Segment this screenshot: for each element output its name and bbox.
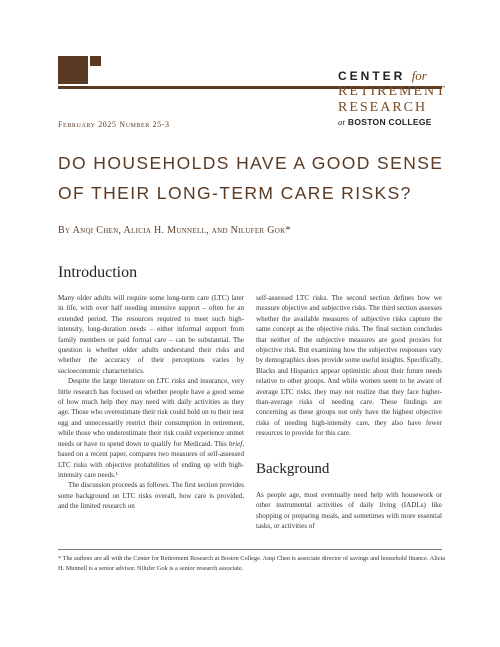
brief-italic: brief bbox=[228, 439, 243, 448]
left-column bbox=[58, 293, 244, 512]
logo-square-large bbox=[58, 56, 88, 84]
intro-paragraph-3: The discussion proceeds as follows. The first section provides some background on LTC risks overall, how care is provided, and the limited research on bbox=[58, 481, 244, 511]
issue-line: February 2025 Number 25-3 bbox=[58, 120, 170, 129]
logo-center: CENTER bbox=[338, 69, 406, 83]
right-column bbox=[256, 293, 442, 439]
logo-boston-college: BOSTON COLLEGE bbox=[347, 117, 432, 127]
title-line-1: DO HOUSEHOLDS HAVE A GOOD SENSE bbox=[58, 153, 444, 173]
intro-paragraph-1: Many older adults will require some long-term care (LTC) later in life, with over half needing intensive support – often for an extended period. The resources required to meet such high-intensity, long-duration needs – either informal support from family members or paid formal care – can be substantial. The question is whether older adults understand their risks and whether the accuracy of their perceptions varies by socioeconomic characteristics. bbox=[58, 294, 244, 375]
logo-square-small bbox=[90, 56, 101, 66]
logo-retirement: RETIREMENT bbox=[338, 84, 447, 99]
logo-mark bbox=[58, 56, 102, 88]
logo-at: at bbox=[338, 117, 346, 127]
logo-for: for bbox=[411, 68, 427, 83]
brief-title bbox=[58, 148, 448, 208]
crr-logo bbox=[338, 68, 448, 127]
background-column bbox=[256, 490, 442, 532]
title-line-2: OF THEIR LONG-TERM CARE RISKS? bbox=[58, 183, 412, 203]
intro-paragraph-2: Despite the large literature on LTC risks and insurance, very little research has focused on whether people have a good sense of how much help they may need with daily activities as they age. Those who overestimate their risk could hold on to their nest egg and unnecessarily restrict their consumption in retirement, while those who underestimate their risk could experience unmet needs or have to spend down to qualify for Medicaid. This brief, based on a recent paper, compares two measures of self-assessed LTC risks with objective probabilities of ending up with high-intensity care needs.¹ bbox=[58, 377, 244, 479]
background-heading: Background bbox=[256, 461, 330, 477]
background-paragraph-1: As people age, most eventually need help with housework or other instrumental activities of daily living (IADLs) like shopping or preparing meals, and sometimes with more essential tasks, or activities of bbox=[256, 491, 442, 531]
author-footnote: * The authors are all with the Center for Retirement Research at Boston College. Anqi Chen is associate director of savings and household finance. Alicia H. Munnell is a senior advisor. Nilufer Gok is a senior research associate. bbox=[58, 555, 446, 572]
right-paragraph-1: self-assessed LTC risks. The second section defines how we measure objective and subjective risks. The third section assesses whether the available measures of subjective risks capture the same concept as the objective risks. The final section concludes that neither of the subjective measures are good proxies for objective risk. But examining how the subjective responses vary by demographics does provide some useful insights. Specifically, Blacks and Hispanics appear optimistic about their future needs relative to other groups. And while women seem to be aware of average LTC risks, they may not realize that they face higher-than-average risks of needing care. These findings are concerning as these groups not only have the highest objective risks of needing high-intensity care, they also have fewer resources to provide for this care. bbox=[256, 294, 442, 438]
footnote-rule bbox=[58, 549, 442, 550]
logo-research: RESEARCH bbox=[338, 100, 428, 115]
authors-line: By Anqi Chen, Alicia H. Munnell, and Nilufer Gok* bbox=[58, 225, 291, 236]
introduction-heading: Introduction bbox=[58, 264, 138, 281]
